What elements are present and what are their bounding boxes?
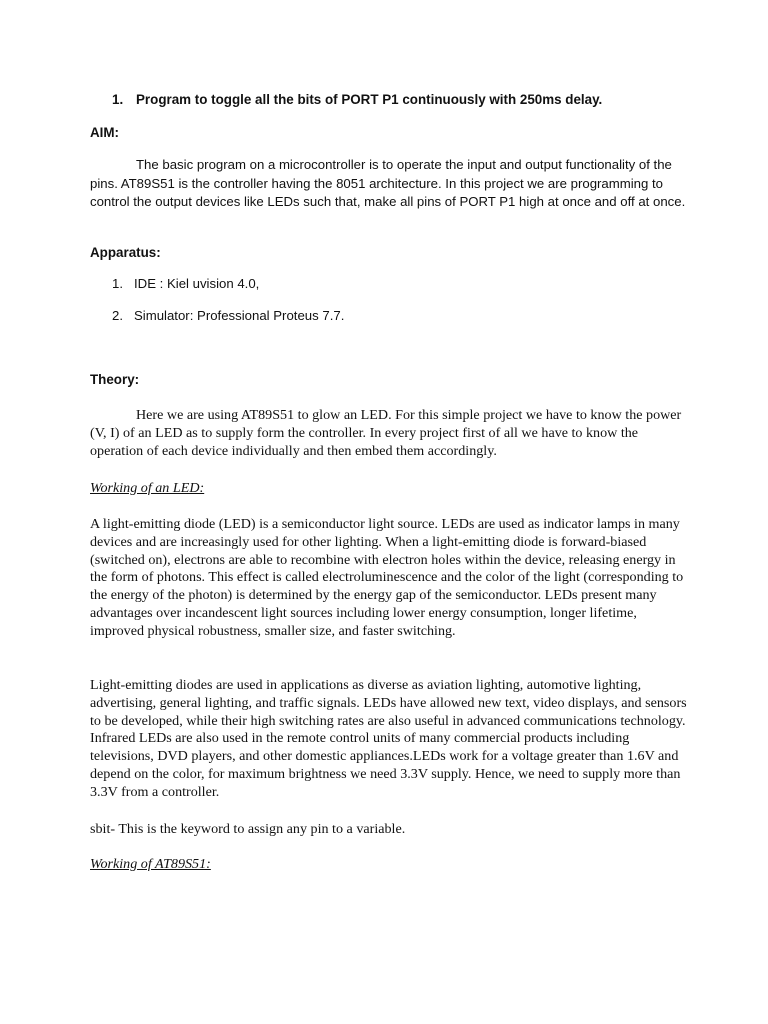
program-heading — [112, 92, 602, 107]
theory-paragraph: Here we are using AT89S51 to glow an LED. For this simple project we have to know the power (V, I) of an LED as to supply form the controller. In every project first of all we have to know the operation of each device individually and then embed them accordingly. — [90, 407, 682, 459]
apparatus-label: Apparatus: — [90, 245, 161, 260]
led-section-heading: Working of an LED: — [90, 480, 205, 496]
apparatus-item — [112, 276, 259, 291]
apparatus-item-text: Simulator: Professional Proteus 7.7. — [134, 308, 345, 323]
apparatus-item-number: 1. — [112, 276, 123, 291]
led-paragraph-1: A light-emitting diode (LED) is a semiconductor light source. LEDs are used as indicator lamps in many devices and are increasingly used for other lighting. When a light-emitting diode is forward-biased (switched on), electrons are able to recombine with electron holes within the device, releasing energy in the form of photons. This effect is called electroluminescence and the color of the light (corresponding to the energy of the photon) is determined by the energy gap of the semiconductor. LEDs present many advantages over incandescent light sources including lower energy consumption, longer lifetime, improved physical robustness, smaller size, and faster switching. — [90, 516, 684, 639]
program-heading-title: Program to toggle all the bits of PORT P1 continuously with 250ms delay. — [136, 92, 603, 107]
theory-label: Theory: — [90, 372, 140, 387]
aim-label: AIM: — [90, 125, 120, 140]
apparatus-item — [112, 308, 344, 323]
aim-paragraph: The basic program on a microcontroller is to operate the input and output functionality of the pins. AT89S51 is the controller having the 8051 architecture. In this project we are programming to control the output devices like LEDs such that, make all pins of PORT P1 high at once and off at once. — [90, 157, 686, 210]
apparatus-item-text: IDE : Kiel uvision 4.0, — [134, 276, 260, 291]
led-paragraph-2: Light-emitting diodes are used in applications as diverse as aviation lighting, automotive lighting, advertising, general lighting, and traffic signals. LEDs have allowed new text, video displays, and sensors to be developed, while their high switching rates are also useful in advanced communications technology. Infrared LEDs are also used in the remote control units of many commercial products including televisions, DVD players, and other domestic appliances.LEDs work for a voltage greater than 1.6V and depend on the color, for maximum brightness we need 3.3V supply. Hence, we need to supply more than 3.3V from a controller. — [90, 677, 687, 800]
at89s51-section-heading: Working of AT89S51: — [90, 856, 211, 872]
program-heading-number: 1. — [112, 92, 124, 107]
apparatus-item-number: 2. — [112, 308, 123, 323]
sbit-note: sbit- This is the keyword to assign any pin to a variable. — [90, 821, 406, 837]
